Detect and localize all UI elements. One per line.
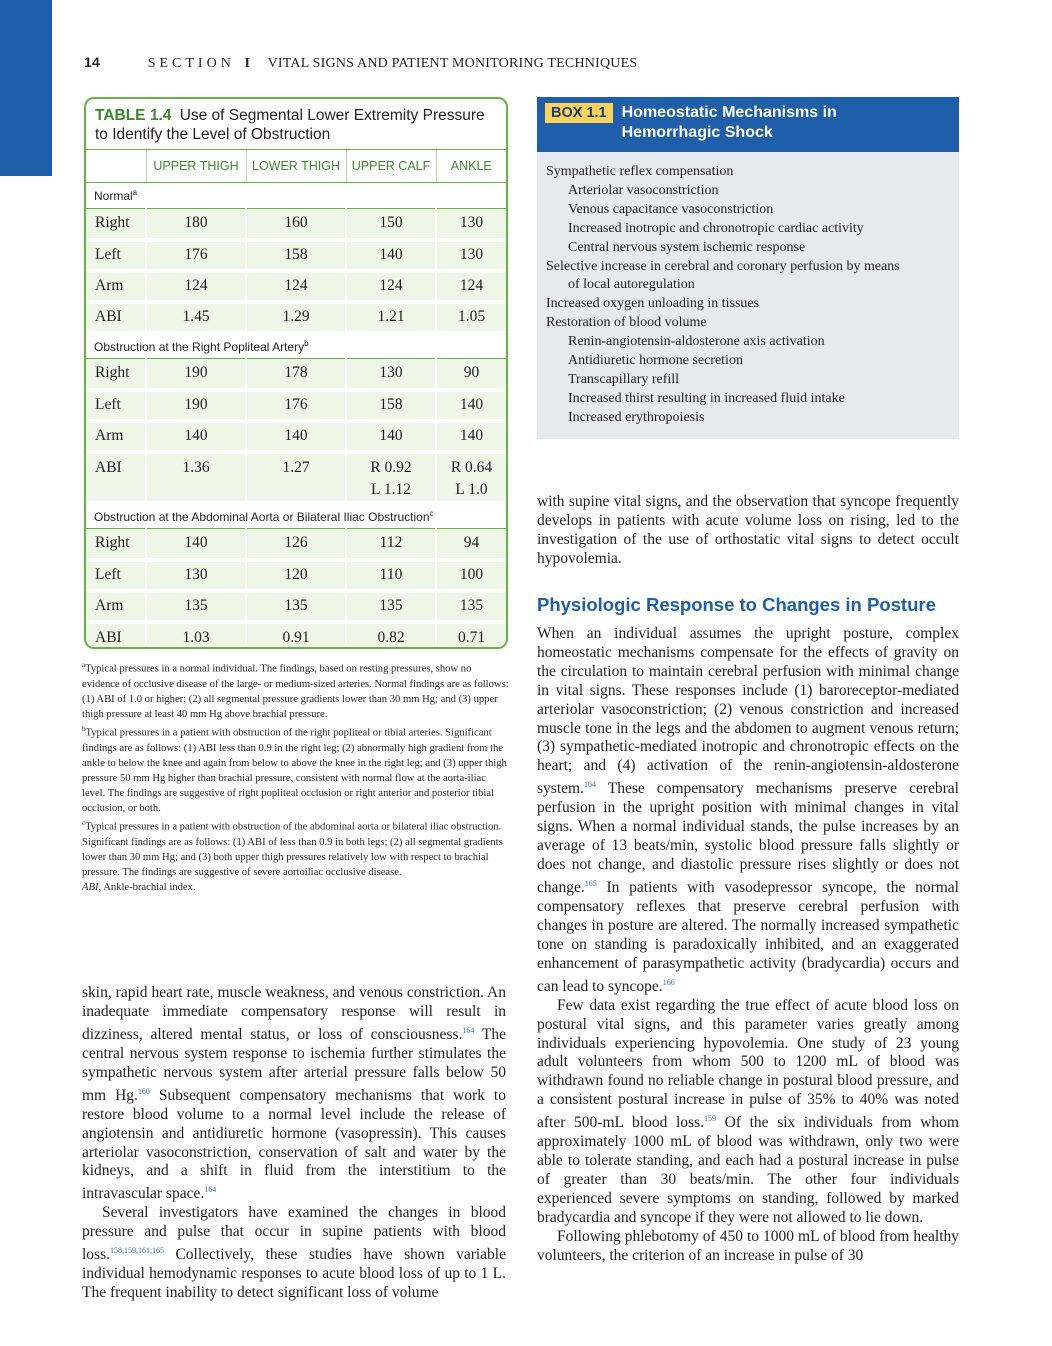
table-row: [86, 529, 506, 560]
row-label: Left: [86, 240, 146, 271]
box-1-1: [537, 97, 959, 439]
group-row-normal: [86, 183, 506, 209]
group-label: Obstruction at the Right Popliteal Artery$^b$: [86, 333, 506, 359]
table-cell: 140: [346, 421, 436, 452]
table-row: [86, 390, 506, 421]
table-row: [86, 271, 506, 302]
table-cell: 135: [436, 591, 506, 622]
right-column-body: [537, 625, 959, 1266]
footnote-a: $^a$Typical pressures in a normal individual. The findings, based on resting pressures, show no evidence of occlusive disease of the large- or medium-sized arteries. Normal findings are as follows: (1) ABI of 1.0 or higher; (2) all segmental pressure gradients lower than 30 mm Hg; and (3) upper thigh pressure at least 40 mm Hg above brachial pressure.: [82, 661, 509, 720]
table-cell: 1.29: [246, 302, 346, 333]
table-row: [86, 622, 506, 650]
list-item: Arteriolar vasoconstriction: [568, 182, 719, 198]
table-cell: 130: [346, 359, 436, 390]
list-item: Renin-angiotensin-aldosterone axis activation: [568, 334, 825, 350]
section-word: SECTION: [147, 56, 235, 71]
table-cell: 120: [246, 560, 346, 591]
table-label: TABLE 1.4: [95, 107, 172, 124]
row-label: Right: [86, 209, 146, 240]
table-row: [86, 302, 506, 333]
page-number: 14: [84, 54, 100, 70]
column-header: ANKLE: [436, 150, 506, 183]
table-cell: 94: [436, 529, 506, 560]
table-cell: 176: [246, 390, 346, 421]
row-label: Left: [86, 390, 146, 421]
table-cell: 0.71: [436, 622, 506, 650]
footnote-c: $^c$Typical pressures in a patient with obstruction of the abdominal aorta or bilateral iliac obstruction. Significant findings are as follows: (1) ABI of less than 0.9 in both legs; (2) all segmental gradients lower than 30 mm Hg; and (3) both upper thigh pressures relatively low with respect to brachial pressure. The findings are suggestive of severe aortoiliac occlusive disease.: [82, 819, 503, 878]
paragraph: skin, rapid heart rate, muscle weakness, and venous constriction. An inadequate immediate compensatory response will result in dizziness, altered mental status, or loss of consciousness.$^{164}$ The central nervous system response to ischemia further stimulates the sympathetic nervous system after arterial pressure falls below 50 mm Hg.$^{160}$ Subsequent compensatory mechanisms that work to restore blood volume to a normal level include the release of angiotensin and antidiuretic hormone (vasopressin). This causes arteriolar vasoconstriction, conservation of salt and water by the kidneys, and a shift in fluid from the interstitium to the intravascular space.$^{164}$: [82, 984, 506, 1203]
table-cell: 178: [246, 359, 346, 390]
box-label: BOX 1.1: [545, 103, 613, 123]
table-cell: 110: [346, 560, 436, 591]
group-row-popliteal: [86, 333, 506, 359]
list-item: Venous capacitance vasoconstriction: [568, 201, 774, 217]
table-cell: 0.82: [346, 622, 436, 650]
table-cell: 140: [436, 421, 506, 452]
table-cell: 140: [146, 421, 246, 452]
paragraph: When an individual assumes the upright posture, complex homeostatic mechanisms compensate for the effects of gravity on the circulation to maintain cerebral perfusion with minimal change in vital signs. These responses include (1) baroreceptor-mediated arteriolar vasoconstriction; (2) venous constriction and increased muscle tone in the legs and the abdomen to augment venous return; (3) sympathetic-mediated inotropic and chronotropic effects on the heart; and (4) activation of the renin-angiotensin-aldosterone system.$^{164}$ These compensatory mechanisms preserve cerebral perfusion in the upright position with minimal changes in vital signs. When a normal individual stands, the pulse increases by an average of 13 beats/min, systolic blood pressure falls slightly or does not change, and diastolic pressure rises slightly or does not change.$^{165}$ In patients with vasodepressor syncope, the normal compensatory reflexes that preserve cerebral perfusion with changes in posture are altered. The normally increased sympathetic tone on standing is paradoxically inhibited, and an exaggerated enhancement of parasympathetic activity (bradycardia) occurs and can lead to syncope.$^{166}$: [537, 625, 959, 995]
list-item: Increased inotropic and chronotropic cardiac activity: [568, 220, 864, 236]
list-item: Increased erythropoiesis: [568, 409, 705, 425]
table-cell: 1.45: [146, 302, 246, 333]
table-row: [86, 560, 506, 591]
paragraph: Several investigators have examined the changes in blood pressure and pulse that occur in supine patients with blood loss.$^{158,159,161,165}$ Collectively, these studies have shown variable individual hemodynamic responses to acute blood loss of up to 1 L. The frequent inability to detect significant loss of volume: [82, 1204, 506, 1302]
list-item: Increased thirst resulting in increased fluid intake: [568, 390, 845, 406]
group-label: Obstruction at the Abdominal Aorta or Bilateral Iliac Obstruction$^c$: [86, 503, 506, 529]
list-item: Increased oxygen unloading in tissues: [546, 296, 760, 312]
table-1-4: [84, 97, 508, 649]
row-label: Right: [86, 529, 146, 560]
row-label: Left: [86, 560, 146, 591]
footnote-abbreviation: ABI, Ankle-brachial index.: [82, 881, 196, 893]
box-title: Homeostatic Mechanisms in Hemorrhagic Shock: [621, 104, 837, 141]
list-item: Sympathetic reflex compensation: [546, 164, 734, 179]
paragraph: Few data exist regarding the true effect of acute blood loss on postural vital signs, and this parameter varies greatly among individuals experiencing hypovolemia. One study of 23 young adult volunteers from whom 500 to 1200 mL of blood was withdrawn found no reliable change in postural blood pressure, and a consistent postural increase in pulse of 35% to 40% was noted after 500-mL blood loss.$^{159}$ Of the six individuals from whom approximately 1000 mL of blood was withdrawn, only two were able to tolerate standing, and each had a postural increase in pulse of greater than 30 beats/min. The other four individuals experienced severe symptoms on standing, followed by marked bradycardia and syncope if they were not allowed to lie down.: [537, 996, 959, 1226]
table-cell: 1.21: [346, 302, 436, 333]
table-cell: 160: [246, 209, 346, 240]
list-item: Selective increase in cerebral and coronary perfusion by means: [546, 258, 900, 274]
paragraph: Following phlebotomy of 450 to 1000 mL of blood from healthy volunteers, the criterion of an increase in pulse of 30: [537, 1227, 959, 1264]
section-number: I: [244, 56, 251, 71]
table-row: [86, 240, 506, 271]
section-color-tab: [0, 0, 52, 176]
table-cell: 1.03: [146, 622, 246, 650]
table-cell: R 0.92 L 1.12: [346, 452, 436, 503]
table-cell: 126: [246, 529, 346, 560]
table-cell: 130: [436, 240, 506, 271]
table-row: [86, 359, 506, 390]
table-cell: 140: [246, 421, 346, 452]
row-label: ABI: [86, 452, 146, 503]
table-cell: 1.27: [246, 452, 346, 503]
table-cell: 190: [146, 390, 246, 421]
group-row-aortoiliac: [86, 503, 506, 529]
row-label: ABI: [86, 622, 146, 650]
running-head: [84, 54, 637, 72]
table-cell: 176: [146, 240, 246, 271]
table-cell: 124: [246, 271, 346, 302]
row-label: Arm: [86, 591, 146, 622]
table-cell: 190: [146, 359, 246, 390]
table-header-row: [86, 150, 506, 183]
table-row: [86, 421, 506, 452]
table-row: [86, 209, 506, 240]
table-cell: 100: [436, 560, 506, 591]
table-cell: 140: [436, 390, 506, 421]
table-cell: 140: [346, 240, 436, 271]
column-header-blank: [86, 150, 146, 183]
box-header: [537, 97, 959, 152]
paragraph: with supine vital signs, and the observation that syncope frequently develops in patients with acute volume loss on rising, led to the investigation of the use of orthostatic vital signs to detect occult hypovolemia.: [537, 493, 959, 567]
table-row: [86, 452, 506, 503]
table-cell: 135: [146, 591, 246, 622]
table-cell: 140: [146, 529, 246, 560]
section-heading: Physiologic Response to Changes in Posture: [537, 594, 936, 615]
list-item: Transcapillary refill: [568, 371, 680, 387]
footnote-b: $^b$Typical pressures in a patient with obstruction of the right popliteal or tibial arteries. Significant findings are as follows: (1) ABI less than 0.9 in the right leg; (2) abnormally high gradient from the ankle to below the knee and again from below to above the knee in the right leg; and (3) upper thigh pressure 50 mm Hg higher than brachial pressure, consistent with normal flow at the aorta-iliac level. The findings are suggestive of right popliteal occlusion or right anterior and posterior tibial occlusion, or both.: [82, 724, 507, 814]
table-cell: 135: [246, 591, 346, 622]
table-cell: 124: [346, 271, 436, 302]
list-item: Antidiuretic hormone secretion: [568, 353, 743, 369]
row-label: Arm: [86, 271, 146, 302]
table-cell: 135: [346, 591, 436, 622]
pressure-table: [86, 149, 506, 649]
row-label: Arm: [86, 421, 146, 452]
column-header: UPPER CALF: [346, 150, 436, 183]
table-cell: 1.36: [146, 452, 246, 503]
table-cell: 124: [146, 271, 246, 302]
table-title: [86, 99, 506, 149]
table-footnotes: [82, 658, 510, 895]
table-cell: 158: [246, 240, 346, 271]
table-cell: 150: [346, 209, 436, 240]
table-cell: 158: [346, 390, 436, 421]
row-label: ABI: [86, 302, 146, 333]
column-header: LOWER THIGH: [246, 150, 346, 183]
table-cell: 124: [436, 271, 506, 302]
table-cell: 130: [146, 560, 246, 591]
box-list: [537, 152, 959, 428]
table-cell: 112: [346, 529, 436, 560]
row-label: Right: [86, 359, 146, 390]
right-column-top-body: [537, 493, 959, 569]
list-item: Central nervous system ischemic response: [568, 239, 806, 255]
group-label: Normal$^a$: [86, 183, 506, 209]
list-item: Restoration of blood volume: [546, 315, 707, 331]
table-row: [86, 591, 506, 622]
left-column-body: [82, 984, 506, 1303]
table-caption: Use of Segmental Lower Extremity Pressure to Identify the Level of Obstruction: [95, 107, 485, 143]
table-cell: 0.91: [246, 622, 346, 650]
table-cell: 180: [146, 209, 246, 240]
column-header: UPPER THIGH: [146, 150, 246, 183]
table-cell: 130: [436, 209, 506, 240]
running-title: VITAL SIGNS AND PATIENT MONITORING TECHNIQUES: [267, 56, 638, 71]
table-cell: 1.05: [436, 302, 506, 333]
list-item-continuation: of local autoregulation: [568, 277, 695, 293]
table-cell: 90: [436, 359, 506, 390]
table-cell: R 0.64 L 1.0: [436, 452, 506, 503]
